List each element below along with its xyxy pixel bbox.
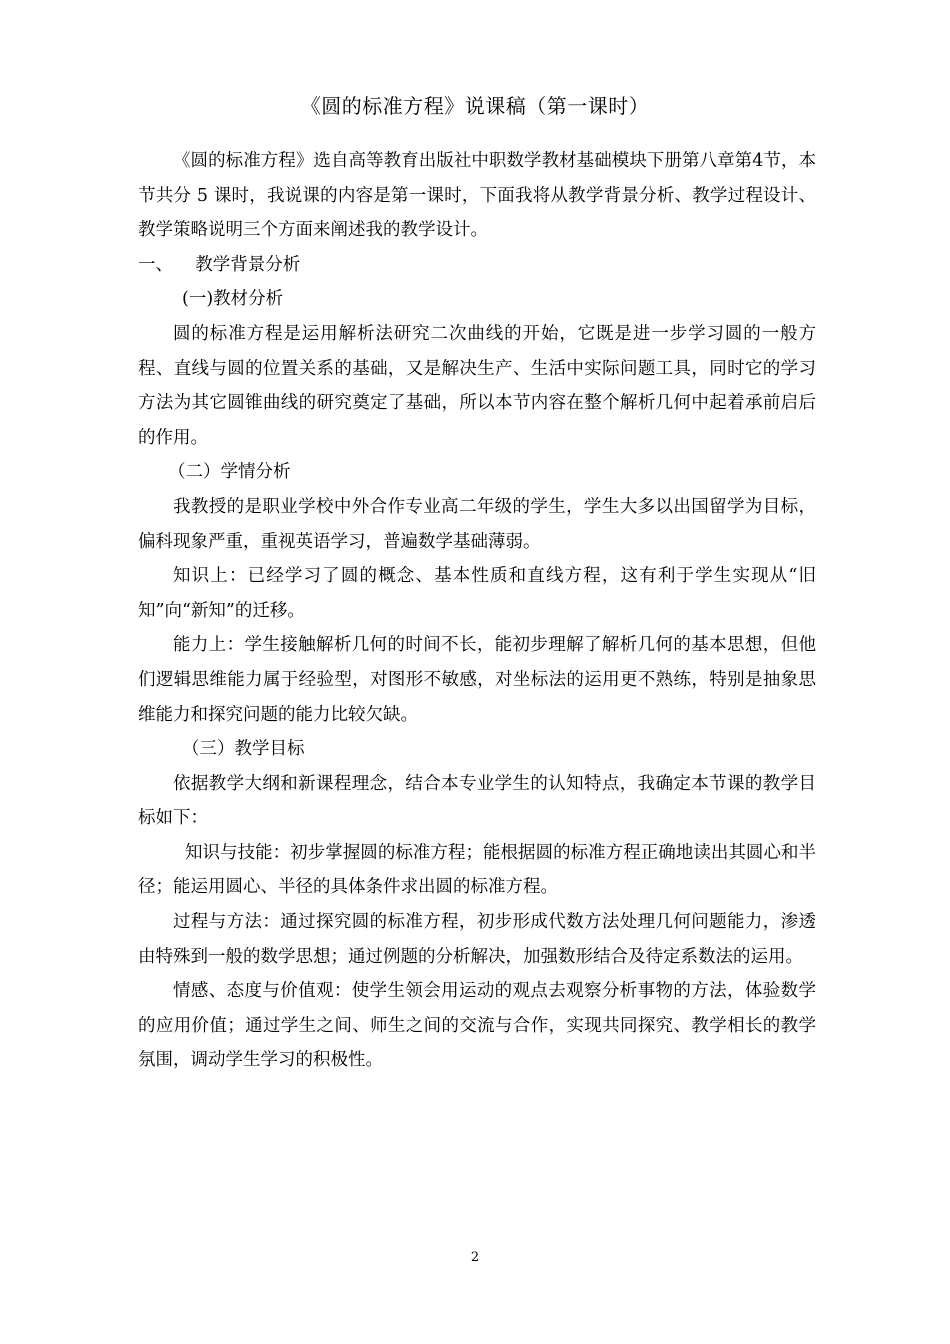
students-paragraph: 我教授的是职业学校中外合作专业高二年级的学生，学生大多以出国留学为目标，偏科现象严重，重视英语学习，普遍数学基础薄弱。 xyxy=(138,496,816,552)
process-methods-paragraph: 过程与方法：通过探究圆的标准方程，初步形成代数方法处理几何问题能力，渗透由特殊到一般的数学思想；通过例题的分析解决，加强数形结合及待定系数法的运用。 xyxy=(138,912,816,967)
knowledge-paragraph: 知识上：已经学习了圆的概念、基本性质和直线方程，这有利于学生实现从“旧知”向“新知”的迁移。 xyxy=(138,566,816,621)
intro-paragraph: 《圆的标准方程》选自高等教育出版社中职数学教材基础模块下册第八章第4节，本节共分 5 课时，我说课的内容是第一课时，下面我将从教学背景分析、教学过程设计、教学策略说明三个方面来阐述我的教学设计。 xyxy=(138,151,816,241)
subsection-heading-objectives: （三）教学目标 xyxy=(182,739,305,760)
section-heading-background: 一、 教学背景分析 xyxy=(138,254,301,275)
objectives-intro-paragraph: 依据教学大纲和新课程理念，结合本专业学生的认知特点，我确定本节课的教学目标如下： xyxy=(138,773,816,829)
textbook-analysis-paragraph: 圆的标准方程是运用解析法研究二次曲线的开始，它既是进一步学习圆的一般方程、直线与圆的位置关系的基础，又是解决生产、生活中实际问题工具，同时它的学习方法为其它圆锥曲线的研究奠定了基础，所以本节内容在整个解析几何中起着承前启后的作用。 xyxy=(138,323,816,448)
ability-paragraph: 能力上：学生接触解析几何的时间不长，能初步理解了解析几何的基本思想，但他们逻辑思维能力属于经验型，对图形不敏感，对坐标法的运用更不熟练，特别是抽象思维能力和探究问题的能力比较欠缺。 xyxy=(138,635,816,725)
document-body xyxy=(138,144,816,1078)
document-title: 《圆的标准方程》说课稿（第一课时） xyxy=(300,94,650,118)
subsection-heading-students: （二）学情分析 xyxy=(168,462,291,483)
emotion-values-paragraph: 情感、态度与价值观：使学生领会用运动的观点去观察分析事物的方法，体验数学的应用价值；通过学生之间、师生之间的交流与合作，实现共同探究、教学相长的教学氛围，调动学生学习的积极性。 xyxy=(138,981,816,1071)
page-number: 2 xyxy=(470,1250,480,1265)
knowledge-skills-paragraph: 知识与技能：初步掌握圆的标准方程；能根据圆的标准方程正确地读出其圆心和半径；能运用圆心、半径的具体条件求出圆的标准方程。 xyxy=(138,842,816,898)
subsection-heading-textbook: (一)教材分析 xyxy=(182,289,284,310)
